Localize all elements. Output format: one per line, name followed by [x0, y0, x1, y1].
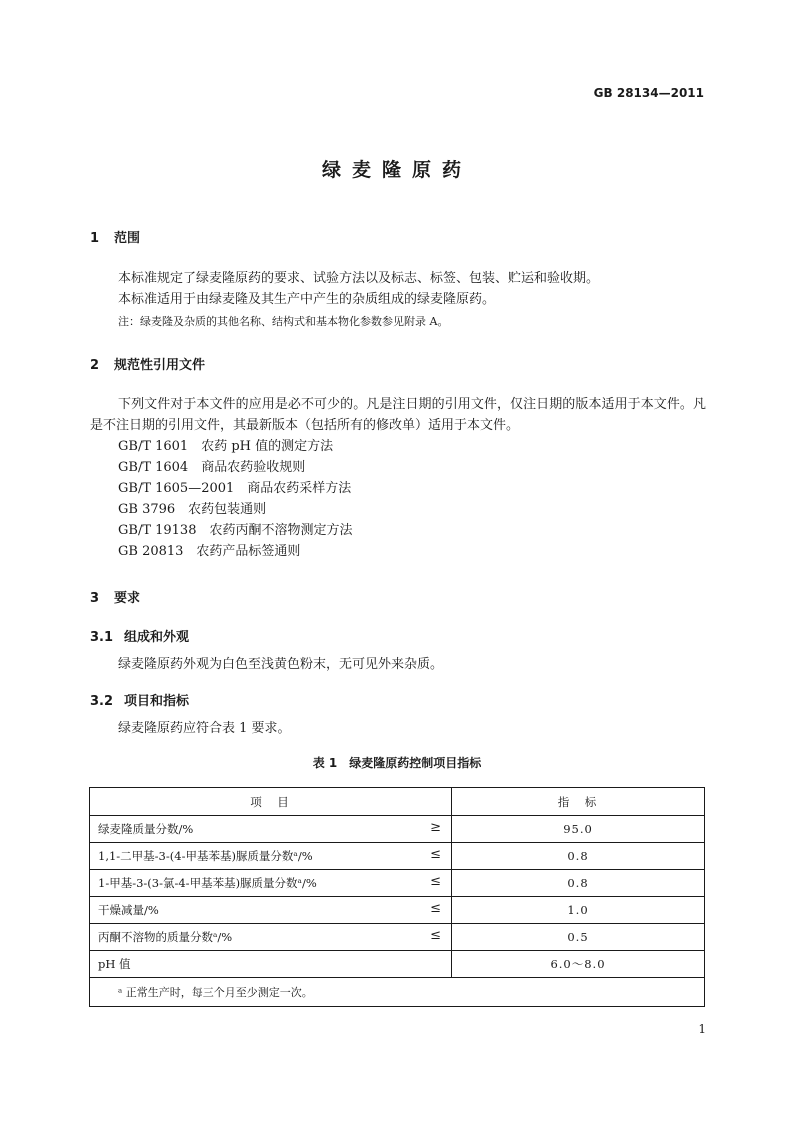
scope-note: 注：绿麦隆及杂质的其他名称、结构式和基本物化参数参见附录 A。	[118, 315, 449, 328]
row-item: 1-甲基-3-(3-氯-4-甲基苯基)脲质量分数ᵃ/%	[98, 876, 317, 890]
requirements-text: 绿麦隆原药应符合表 1 要求。	[118, 721, 291, 736]
section-number: 2	[90, 358, 100, 373]
section-3-2-heading	[90, 690, 189, 709]
section-3-1-heading	[90, 626, 189, 645]
row-item-cell	[90, 816, 452, 843]
section-title: 项目和指标	[124, 694, 190, 709]
table-footnote: ᵃ 正常生产时，每三个月至少测定一次。	[90, 978, 705, 1007]
comparison-symbol: ≤	[430, 874, 441, 889]
table-caption: 表 1 绿麦隆原药控制项目指标	[312, 756, 482, 770]
section-title: 组成和外观	[124, 630, 190, 645]
section-title: 要求	[114, 591, 141, 606]
comparison-symbol: ≤	[430, 901, 441, 916]
section-title: 范围	[114, 231, 141, 246]
section-1-heading	[90, 227, 140, 246]
page-number: 1	[698, 1022, 706, 1036]
section-number: 1	[90, 231, 100, 246]
references-intro: 下列文件对于本文件的应用是必不可少的。凡是注日期的引用文件，仅注日期的版本适用于本文件。凡是不注日期的引用文件，其最新版本（包括所有的修改单）适用于本文件。	[90, 397, 706, 433]
appearance-text: 绿麦隆原药外观为白色至浅黄色粉末，无可见外来杂质。	[118, 657, 444, 672]
table-header-row	[90, 788, 705, 816]
row-value: 95.0	[452, 816, 705, 843]
row-item: 1,1-二甲基-3-(4-甲基苯基)脲质量分数ᵃ/%	[98, 849, 313, 863]
section-number: 3	[90, 591, 100, 606]
row-item: 干燥减量/%	[98, 903, 159, 917]
row-value: 0.5	[452, 924, 705, 951]
scope-paragraph-1: 本标准规定了绿麦隆原药的要求、试验方法以及标志、标签、包装、贮运和验收期。	[118, 271, 600, 286]
table-footnote-row	[90, 978, 705, 1007]
comparison-symbol: ≤	[430, 928, 441, 943]
specification-table	[89, 787, 705, 1007]
row-value: 0.8	[452, 843, 705, 870]
table-row	[90, 870, 705, 897]
scope-paragraph-2: 本标准适用于由绿麦隆及其生产中产生的杂质组成的绿麦隆原药。	[118, 292, 496, 307]
row-item-cell	[90, 951, 452, 978]
reference-item: GB 3796 农药包装通则	[118, 502, 267, 517]
row-item: 绿麦隆质量分数/%	[98, 822, 194, 836]
header-item: 项 目	[90, 788, 452, 816]
reference-item: GB 20813 农药产品标签通则	[118, 544, 301, 559]
comparison-symbol: ≤	[430, 847, 441, 862]
row-item-cell	[90, 897, 452, 924]
table-row	[90, 816, 705, 843]
table-row	[90, 951, 705, 978]
table-row	[90, 924, 705, 951]
row-item: pH 值	[98, 957, 131, 971]
section-3-heading	[90, 587, 140, 606]
row-item: 丙酮不溶物的质量分数ᵃ/%	[98, 930, 233, 944]
section-number: 3.1	[90, 630, 114, 645]
reference-item: GB/T 19138 农药丙酮不溶物测定方法	[118, 523, 353, 538]
section-number: 3.2	[90, 694, 114, 709]
reference-item: GB/T 1601 农药 pH 值的测定方法	[118, 439, 334, 454]
row-item-cell	[90, 843, 452, 870]
row-item-cell	[90, 924, 452, 951]
table-row	[90, 843, 705, 870]
table-row	[90, 897, 705, 924]
section-title: 规范性引用文件	[114, 358, 206, 373]
comparison-symbol: ≥	[430, 820, 441, 835]
row-value: 0.8	[452, 870, 705, 897]
standard-number: GB 28134—2011	[593, 86, 704, 100]
document-title: 绿麦隆原药	[321, 159, 472, 181]
row-value: 1.0	[452, 897, 705, 924]
section-2-heading	[90, 354, 205, 373]
row-value: 6.0～8.0	[452, 951, 705, 978]
reference-item: GB/T 1604 商品农药验收规则	[118, 460, 306, 475]
row-item-cell	[90, 870, 452, 897]
header-value: 指 标	[452, 788, 705, 816]
reference-item: GB/T 1605—2001 商品农药采样方法	[118, 481, 352, 496]
